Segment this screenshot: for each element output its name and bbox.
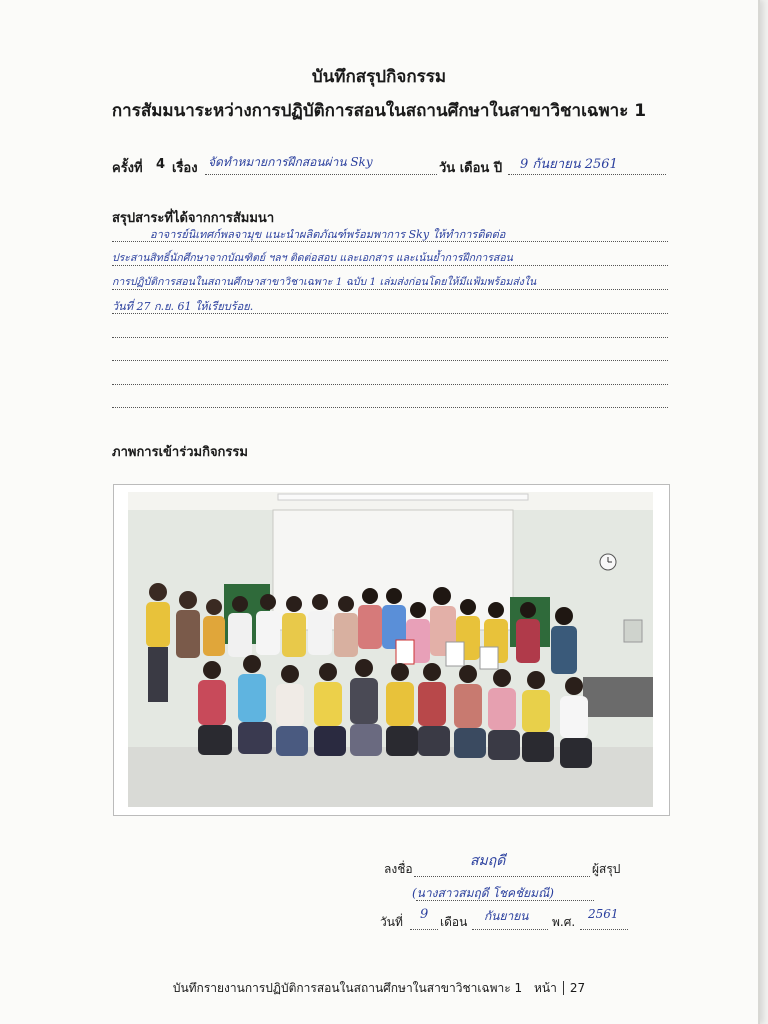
- summary-text-line: อาจารย์นิเทศก์พลจามุข แนะนำผลิตภัณฑ์พร้อมพาการ Sky ให้ทำการติดต่อ: [150, 228, 506, 241]
- year-label: พ.ศ.: [552, 915, 576, 929]
- session-label: ครั้งที่: [112, 161, 143, 176]
- date-label: วัน เดือน ปี: [439, 161, 503, 176]
- role-label: ผู้สรุป: [592, 862, 621, 876]
- summary-text-line: การปฏิบัติการสอนในสถานศึกษาสาขาวิชาเฉพาะ 1 ฉบับ 1 เล่มส่งก่อนโดยให้มีแฟ้มพร้อมส่งใน: [112, 276, 537, 288]
- page-footer: [0, 979, 758, 998]
- signature-handwritten: สมฤดี: [470, 853, 506, 869]
- date-handwritten: 9 กันยายน 2561: [520, 157, 618, 172]
- summary-line: [112, 407, 668, 408]
- summary-text-line: ประสานสิทธิ์นักศึกษาจากบัณฑิตย์ ฯลฯ ติดต่อสอบ และเอกสาร และเน้นย้ำการฝึกการสอน: [112, 252, 513, 264]
- summary-heading: สรุปสาระที่ได้จากการสัมมนา: [112, 211, 275, 226]
- document-subtitle: การสัมมนาระหว่างการปฏิบัติการสอนในสถานศึกษาในสาขาวิชาเฉพาะ 1: [111, 101, 647, 121]
- month-handwritten: กันยายน: [484, 909, 529, 923]
- topic-label: เรื่อง: [172, 161, 198, 176]
- footer-page-label: หน้า: [534, 981, 557, 995]
- summary-line: [112, 360, 668, 361]
- footer-separator: [563, 981, 564, 995]
- group-photo-illustration: [128, 492, 653, 807]
- sign-label: ลงชื่อ: [384, 862, 413, 876]
- session-number: 4: [156, 157, 166, 172]
- footer-page-number: 27: [569, 981, 586, 995]
- document-title: บันทึกสรุปกิจกรรม: [311, 67, 447, 87]
- day-handwritten: 9: [420, 907, 429, 922]
- summary-line: [112, 384, 668, 385]
- footer-text: บันทึกรายงานการปฏิบัติการสอนในสถานศึกษาในสาขาวิชาเฉพาะ 1: [172, 981, 523, 995]
- signer-name-handwritten: (นางสาวสมฤดี โชคชัยมณี): [412, 886, 554, 900]
- group-photo: [128, 492, 653, 807]
- year-handwritten: 2561: [588, 907, 619, 921]
- month-label: เดือน: [440, 915, 468, 929]
- day-label: วันที่: [380, 915, 403, 929]
- summary-line: [112, 337, 668, 338]
- name-dotted-line: [416, 884, 594, 901]
- summary-text-line: วันที่ 27 ก.ย. 61 ให้เรียบร้อย.: [112, 300, 254, 313]
- photo-frame: [113, 484, 670, 816]
- topic-handwritten: จัดทำหมายการฝึกสอนผ่าน Sky: [208, 155, 373, 169]
- photo-heading: ภาพการเข้าร่วมกิจกรรม: [112, 445, 248, 460]
